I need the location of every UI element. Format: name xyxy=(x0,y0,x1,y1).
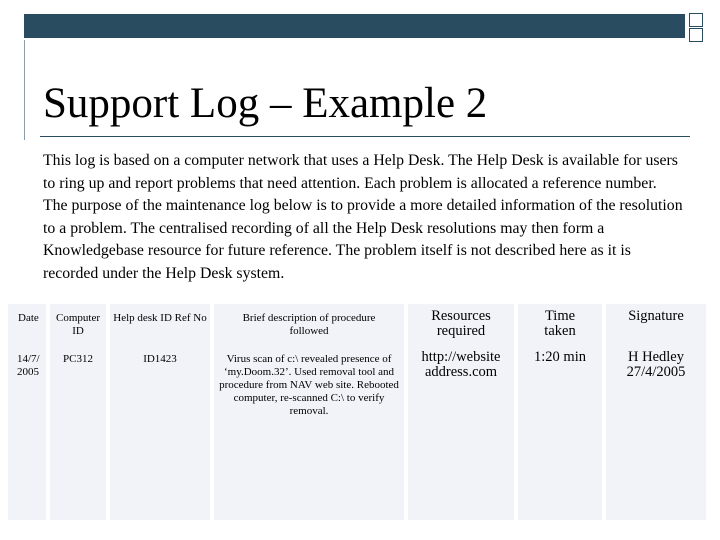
row-description: Virus scan of c:\ revealed presence of ‘my.Doom.32’. Used removal tool and procedure from NAV web site. Rebooted computer, re-scanned C:\ to verify removal. xyxy=(219,353,399,417)
header-computer-id: Computer ID xyxy=(56,312,100,337)
left-vertical-rule xyxy=(24,40,25,140)
header-time: Time taken xyxy=(544,308,576,339)
intro-paragraph: This log is based on a computer network that uses a Help Desk. The Help Desk is available for users to ring up and report problems that need attention. Each problem is allocated a reference number. The purpose of the maintenance log below is to provide a more detailed information of the resolution to a problem. The centralised recording of all the Help Desk resolutions may then form a Knowledgebase resource for future reference. The problem itself is not described here as it is recorded under the Help Desk system. xyxy=(43,152,683,282)
corner-square-top xyxy=(689,13,703,27)
column-help-desk-ref xyxy=(110,304,210,520)
row-date: 14/7/ 2005 xyxy=(17,353,40,378)
header-signature: Signature xyxy=(628,308,684,324)
header-description: Brief description of procedure followed xyxy=(242,312,376,337)
title-bar-decoration xyxy=(24,14,685,39)
title-underline xyxy=(40,136,690,137)
corner-square-bottom xyxy=(689,28,703,42)
row-time: 1:20 min xyxy=(534,349,586,365)
row-computer-id: PC312 xyxy=(63,353,93,365)
signature-name: H Hedley xyxy=(628,349,684,365)
column-date xyxy=(8,304,46,520)
header-resources: Resources required xyxy=(431,308,491,339)
support-log-table xyxy=(8,304,706,520)
row-signature xyxy=(606,350,706,380)
column-signature xyxy=(606,304,706,520)
row-help-desk-ref: ID1423 xyxy=(143,353,177,365)
signature-date: 27/4/2005 xyxy=(626,364,686,380)
header-date: Date xyxy=(18,312,39,324)
title-bar-divider xyxy=(24,38,685,40)
slide-title: Support Log – Example 2 xyxy=(43,80,488,127)
row-resources: http://website address.com xyxy=(421,349,501,380)
header-help-desk-ref: Help desk ID Ref No xyxy=(113,312,207,324)
